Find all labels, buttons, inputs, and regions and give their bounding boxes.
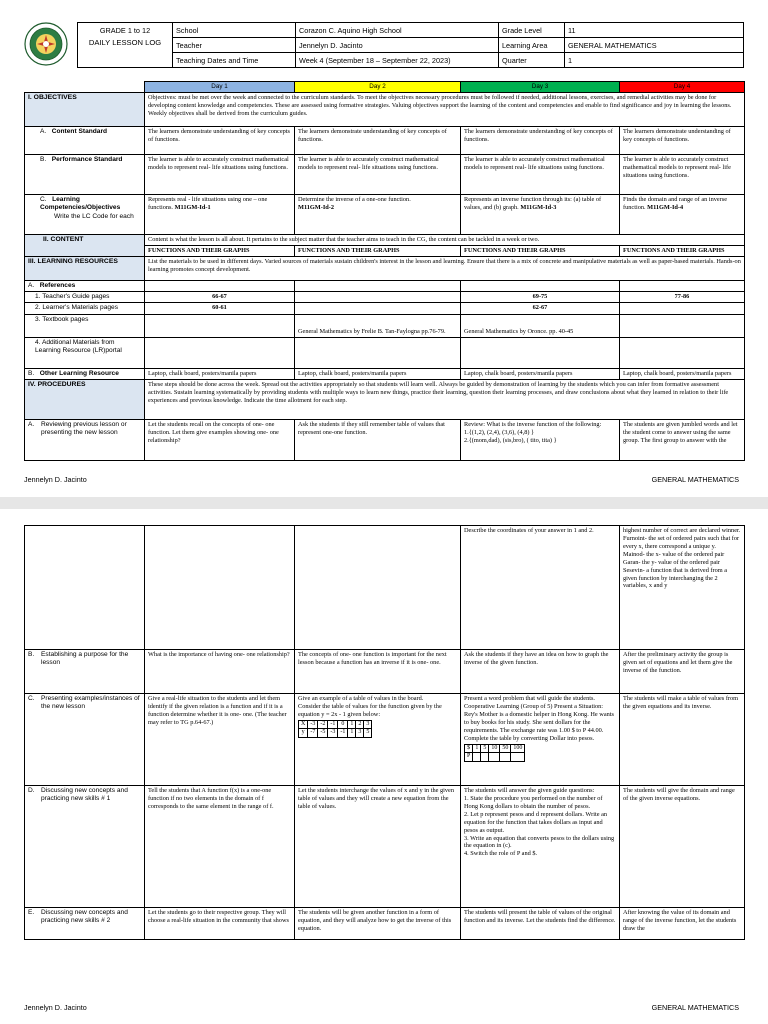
xy-cell: X <box>299 720 308 729</box>
textbook-day-3: General Mathematics by Oronce. pp. 40-45 <box>461 314 620 337</box>
other-resource-day-3: Laptop, chalk board, posters/manila papers <box>461 368 620 379</box>
teacher-value: Jennelyn D. Jacinto <box>296 38 499 53</box>
conv-cell: P <box>465 753 473 762</box>
performance-standard-day-4: The learner is able to accurately construct mathematical models to represent real- life situations using functions. <box>620 155 745 195</box>
content-standard-day-1: The learners demonstrate understanding of key concepts of functions. <box>145 127 295 155</box>
lesson-table-page-1 <box>24 81 745 461</box>
xy-cell: -3 <box>308 720 318 729</box>
conv-cell: 100 <box>511 744 525 753</box>
learning-resources-label: III. LEARNING RESOURCES <box>25 256 145 280</box>
content-topic-day-4: FUNCTIONS AND THEIR GRAPHS <box>620 245 745 256</box>
proc-a-day-1: Let the students recall on the concepts of one- one function. Let them give examples showing one- one relationship? <box>145 420 295 461</box>
competencies-day-2: Determine the inverse of a one-one function. M11GM-Id-2 <box>295 195 461 235</box>
content-topic-day-3: FUNCTIONS AND THEIR GRAPHS <box>461 245 620 256</box>
other-resource-label: B. Other Learning Resource <box>25 368 145 379</box>
lesson-table-page-2 <box>24 525 745 940</box>
teaching-dates-label: Teaching Dates and Time <box>173 53 296 68</box>
xy-cell: 1 <box>348 729 356 738</box>
other-resource-day-1: Laptop, chalk board, posters/manila papers <box>145 368 295 379</box>
xy-cell: 1 <box>348 720 356 729</box>
additional-materials-label: 4. Additional Materials from Learning Resource (LR)portal <box>25 337 145 368</box>
performance-standard-day-2: The learner is able to accurately construct mathematical models to represent real- life situations using functions. <box>295 155 461 195</box>
proc-a-day-4: The students are given jumbled words and let the student come to answer using the same group. The first group to answer with the <box>620 420 745 461</box>
objectives-label: I. OBJECTIVES <box>25 93 145 127</box>
day-4-header: Day 4 <box>620 82 745 93</box>
learning-area-label: Learning Area <box>499 38 565 53</box>
proc-d-day-1: Tell the students that A function f(x) is a one-one function if no two elements in the domain of f corresponds to the same element in the range of f. <box>145 786 295 908</box>
competencies-label: C. Learning Competencies/Objectives Write the LC Code for each <box>25 195 145 235</box>
other-resource-day-4: Laptop, chalk board, posters/manila papers <box>620 368 745 379</box>
conv-cell <box>481 753 489 762</box>
xy-cell: -5 <box>318 729 328 738</box>
xy-cell: -2 <box>318 720 328 729</box>
teachers-guide-day-1: 66-67 <box>145 292 295 303</box>
page-1 <box>0 0 768 497</box>
dollar-peso-table <box>464 744 525 762</box>
content-topic-day-1: FUNCTIONS AND THEIR GRAPHS <box>145 245 295 256</box>
quarter-value: 1 <box>565 53 744 68</box>
footer-right: GENERAL MATHEMATICS <box>651 475 739 484</box>
grade-level-label: Grade Level <box>499 23 565 38</box>
proc-e-day-3: The students will present the table of values of the original function and its inverse. Let the students find the difference. <box>461 908 620 940</box>
proc-e-day-2: The students will be given another function in a form of equation, and they will analyze how to get the inverse of this equation. <box>295 908 461 940</box>
conv-cell: 1 <box>473 744 481 753</box>
xy-values-table <box>298 720 372 738</box>
competencies-day-1: Represents real - life situations using one – one functions. M11GM-Id-1 <box>145 195 295 235</box>
conv-cell <box>500 753 511 762</box>
header-table <box>77 22 744 68</box>
day-1-header: Day 1 <box>145 82 295 93</box>
proc-e-day-1: Let the students go to their respective group. They will choose a real-life situation in the community that shows <box>145 908 295 940</box>
footer-right: GENERAL MATHEMATICS <box>651 1003 739 1012</box>
xy-cell: -7 <box>308 729 318 738</box>
performance-standard-day-1: The learner is able to accurately construct mathematical models to represent real- life situations using functions. <box>145 155 295 195</box>
textbook-label: 3. Textbook pages <box>25 314 145 337</box>
teachers-guide-label: 1. Teacher's Guide pages <box>25 292 145 303</box>
content-description: Content is what the lesson is all about. It pertains to the subject matter that the teacher aims to teach in the CG, the content can be tackled in a week or two. <box>145 235 745 246</box>
proc-c-day-4: The students will make a table of values from the given equations and its inverse. <box>620 694 745 786</box>
proc-c-label: C. Presenting examples/instances of the new lesson <box>25 694 145 786</box>
conv-cell: $ <box>465 744 473 753</box>
textbook-day-2: General Mathematics by Frelie B. Tan-Faylogna pp.76-79. <box>295 314 461 337</box>
performance-standard-day-3: The learner is able to accurately construct mathematical models to represent real- life situations using functions. <box>461 155 620 195</box>
proc-c-day-1: Give a real-life situation to the students and let them identify if the given relation is a function and if it is a function determine whether it is one- one. (The teacher may refer to TG p.64-67.) <box>145 694 295 786</box>
footer-left: Jennelyn D. Jacinto <box>24 1003 87 1012</box>
objectives-text: Objectives: must be met over the week and connected to the curriculum standards. To meet the objectives necessary procedures must be followed if needed, additional lessons, exercises, and remedial activities may be done for developing content knowledge and competencies. These are assessed using formative strategies. Valuing objectives support the learning of the content and competencies and enable to find significance and joy in learning the lessons. Weekly objectives shall be derived from the curriculum guides. <box>145 93 745 127</box>
header-title-cell <box>78 23 173 68</box>
procedures-label: IV. PROCEDURES <box>25 380 145 420</box>
proc-a-label: A. Reviewing previous lesson or presenting the new lesson <box>25 420 145 461</box>
proc-c-day-2: Give an example of a table of values in the board. Consider the table of values for the function given by the equation y = 2x - 1 given below: X -3 -2 -1 0 1 2 3 y -7 -5 -3 -1 1 3 5 <box>295 694 461 786</box>
proc-b-day-3: Ask the students if they have an idea on how to graph the inverse of the given function. <box>461 650 620 694</box>
competencies-day-3: Represents an inverse function through its: (a) table of values, and (b) graph. M11GM-Id-3 <box>461 195 620 235</box>
conv-cell <box>511 753 525 762</box>
school-value: Corazon C. Aquino High School <box>296 23 499 38</box>
proc-c-day-3: Present a word problem that will guide the students. Cooperative Learning (Group of 5) Present a Situation: Rey's Mother is a domestic helper in Hong Kong. He wants to buy books for his study. She sent dollars for the requirements. The exchange rate was 1.00 $ to P 44.00. Complete the table by converting Dollar into pesos. $ 1 5 10 50 100 P <box>461 694 620 786</box>
proc-d-label: D. Discussing new concepts and practicing new skills # 1 <box>25 786 145 908</box>
content-topic-day-2: FUNCTIONS AND THEIR GRAPHS <box>295 245 461 256</box>
proc-e-label: E. Discussing new concepts and practicing new skills # 2 <box>25 908 145 940</box>
page-2 <box>0 509 768 1024</box>
conv-cell: 5 <box>481 744 489 753</box>
content-standard-day-3: The learners demonstrate understanding of key concepts of functions. <box>461 127 620 155</box>
conv-cell <box>473 753 481 762</box>
xy-cell: 3 <box>356 729 364 738</box>
conv-cell: 10 <box>489 744 500 753</box>
other-resource-day-2: Laptop, chalk board, posters/manila papers <box>295 368 461 379</box>
content-standard-day-4: The learners demonstrate understanding of key concepts of functions. <box>620 127 745 155</box>
learning-area-value: GENERAL MATHEMATICS <box>565 38 744 53</box>
learners-materials-day-1: 60-61 <box>145 303 295 314</box>
proc-a-day-4-cont: highest number of correct are declared winner. Furnoint- the set of ordered pairs such that for every x, there correspond a unique y. Mainod- the x- value of the ordered pair Garan- the y- value of the ordered pair Sesevin- a function that is derived from a given function by interchanging the 2 variables, x and y <box>620 526 745 650</box>
proc-e-day-4: After knowing the value of its domain and range of the inverse function, let the students draw the <box>620 908 745 940</box>
competencies-day-4: Finds the domain and range of an inverse function. M11GM-Id-4 <box>620 195 745 235</box>
xy-cell: y <box>299 729 308 738</box>
xy-cell: 0 <box>338 720 348 729</box>
proc-a-day-3-cont: Describe the coordinates of your answer in 1 and 2. <box>461 526 620 650</box>
learning-resources-text: List the materials to be used in different days. Varied sources of materials sustain children's interest in the lesson and learning. Ensure that there is a mix of concrete and manipulative materials as well as paper-based materials. Hands-on learning promotes concept development. <box>145 256 745 280</box>
conv-cell: 50 <box>500 744 511 753</box>
content-label: II. CONTENT <box>25 235 145 257</box>
content-standard-label: A. Content Standard <box>25 127 145 155</box>
teachers-guide-day-4: 77-86 <box>620 292 745 303</box>
day-2-header: Day 2 <box>295 82 461 93</box>
xy-cell: -1 <box>338 729 348 738</box>
day-3-header: Day 3 <box>461 82 620 93</box>
xy-cell: -1 <box>328 720 338 729</box>
teachers-guide-day-3: 69-75 <box>461 292 620 303</box>
learners-materials-label: 2. Learner's Materials pages <box>25 303 145 314</box>
content-standard-day-2: The learners demonstrate understanding of key concepts of functions. <box>295 127 461 155</box>
proc-b-label: B. Establishing a purpose for the lesson <box>25 650 145 694</box>
grade-level-value: 11 <box>565 23 744 38</box>
xy-cell: 5 <box>364 729 372 738</box>
school-label: School <box>173 23 296 38</box>
proc-d-day-4: The students will give the domain and range of the given inverse equations. <box>620 786 745 908</box>
learners-materials-day-3: 62-67 <box>461 303 620 314</box>
procedures-text: These steps should be done across the week. Spread out the activities appropriately so that students will learn well. Always be guided by demonstration of learning by the students which you can infer from formative assessment activities. Sustain learning systematically by providing students with multiple ways to learn new things, practice their learning, question their learning processes, and draw conclusions about what they learned in relation to their life experiences and previous knowledge. Indicate the time allotment for each step. <box>145 380 745 420</box>
xy-cell: 3 <box>364 720 372 729</box>
dll-title: DAILY LESSON LOG <box>88 37 162 47</box>
performance-standard-label: B. Performance Standard <box>25 155 145 195</box>
proc-b-day-4: After the preliminary activity the group is given set of equations and let them give the inverse of the function. <box>620 650 745 694</box>
proc-b-day-2: The concepts of one- one function is important for the next lesson because a function has an inverse if it is one- one. <box>295 650 461 694</box>
references-label: A. References <box>25 280 145 291</box>
deped-seal-icon <box>24 22 68 66</box>
proc-a-day-2: Ask the students if they still remember table of values that represent one-one function. <box>295 420 461 461</box>
xy-cell: -3 <box>328 729 338 738</box>
conv-cell <box>489 753 500 762</box>
teacher-label: Teacher <box>173 38 296 53</box>
proc-a-day-3: Review: What is the inverse function of the following: 1.{(1,2), (2,4), (3,6), (4,8) } 2.{(mom,dad), (sis,bro), ( tito, tita) } <box>461 420 620 461</box>
quarter-label: Quarter <box>499 53 565 68</box>
proc-b-day-1: What is the importance of having one- one relationship? <box>145 650 295 694</box>
teaching-dates-value: Week 4 (September 18 – September 22, 2023) <box>296 53 499 68</box>
footer-left: Jennelyn D. Jacinto <box>24 475 87 484</box>
proc-d-day-3: The students will answer the given guide questions: 1. State the procedure you performed on the number of Hong Kong dollars to obtain the number of pesos. 2. Let p represent pesos and d represent dollars. Write an equation for the function that takes dollars as input and pesos as output. 3. Write an equation that converts pesos to the dollars using the equation in (c). 4. Switch the role of P and $. <box>461 786 620 908</box>
grades-label: GRADE 1 to 12 <box>99 26 151 35</box>
xy-cell: 2 <box>356 720 364 729</box>
proc-d-day-2: Let the students interchange the values of x and y in the given table of values and they will create a new equation from the table of values. <box>295 786 461 908</box>
